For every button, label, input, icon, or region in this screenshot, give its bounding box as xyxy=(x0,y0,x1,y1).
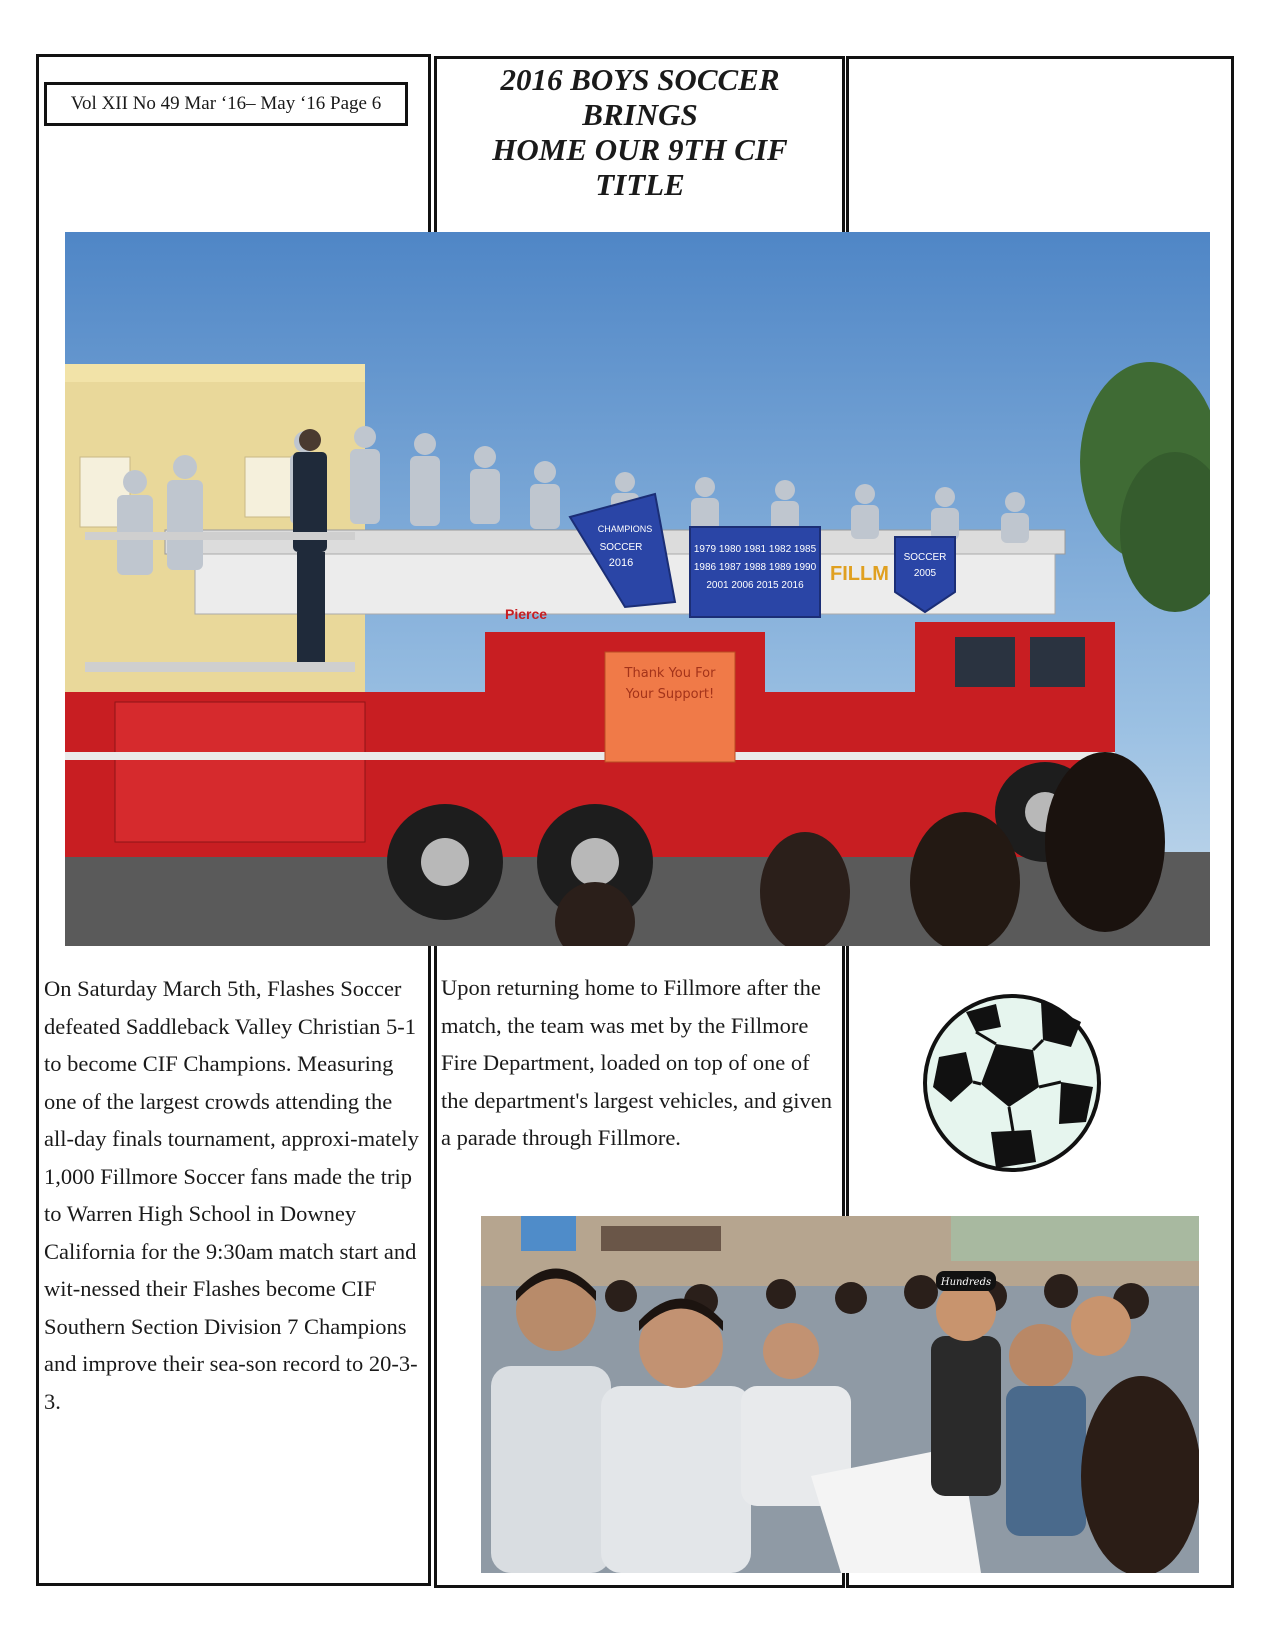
banner-champions-text: CHAMPIONS xyxy=(597,524,653,534)
banner-soccer-year: 2005 xyxy=(913,568,937,579)
banner-champions-sub: SOCCER xyxy=(599,542,643,553)
ladder-brand: Pierce xyxy=(505,606,548,622)
banner-years-1: 1979 1980 1981 1982 1985 xyxy=(693,544,817,555)
article-left-text: On Saturday March 5th, Flashes Soccer defeated Saddleback Valley Christian 5-1 to become CIF Champions. Measuring one of the largest crowds attending the all-day finals tournament, approxi-mately 1,000 Fillmore Soccer fans made the trip to Warren High School in Downey California for the 9:30am match start and wit-nessed their Flashes become CIF Southern Section Division 7 Champions and improve their sea-son record to 20-3-3. xyxy=(44,976,419,1414)
soccer-ball-icon xyxy=(921,992,1103,1174)
banner-years-3: 2001 2006 2015 2016 xyxy=(706,580,804,591)
thank-you-sign-line1: Thank You For xyxy=(624,666,716,681)
thank-you-sign-line2: Your Support! xyxy=(625,687,715,702)
headline-line-4: TITLE xyxy=(595,167,685,202)
truck-lettering: FILLM xyxy=(830,563,889,585)
headline-line-1: 2016 BOYS SOCCER xyxy=(500,62,780,97)
headline xyxy=(440,62,840,202)
fan-hat-text: Hundreds xyxy=(940,1277,992,1288)
volume-issue-box xyxy=(44,82,408,126)
banner-champions-year: 2016 xyxy=(608,557,634,569)
article-middle-text: Upon returning home to Fillmore after the match, the team was met by the Fillmore Fire Department, loaded on top of one of the department's largest vehicles, and given a parade through Fillmore. xyxy=(441,975,833,1150)
parade-photo xyxy=(65,232,1210,946)
headline-line-2: BRINGS xyxy=(582,97,698,132)
banner-soccer: SOCCER xyxy=(903,552,947,563)
headline-line-3: HOME OUR 9TH CIF xyxy=(492,132,788,167)
banner-years-2: 1986 1987 1988 1989 1990 xyxy=(693,562,817,573)
volume-issue-text: Vol XII No 49 Mar ‘16– May ‘16 Page 6 xyxy=(70,93,382,114)
autograph-signing-photo xyxy=(481,1216,1199,1573)
